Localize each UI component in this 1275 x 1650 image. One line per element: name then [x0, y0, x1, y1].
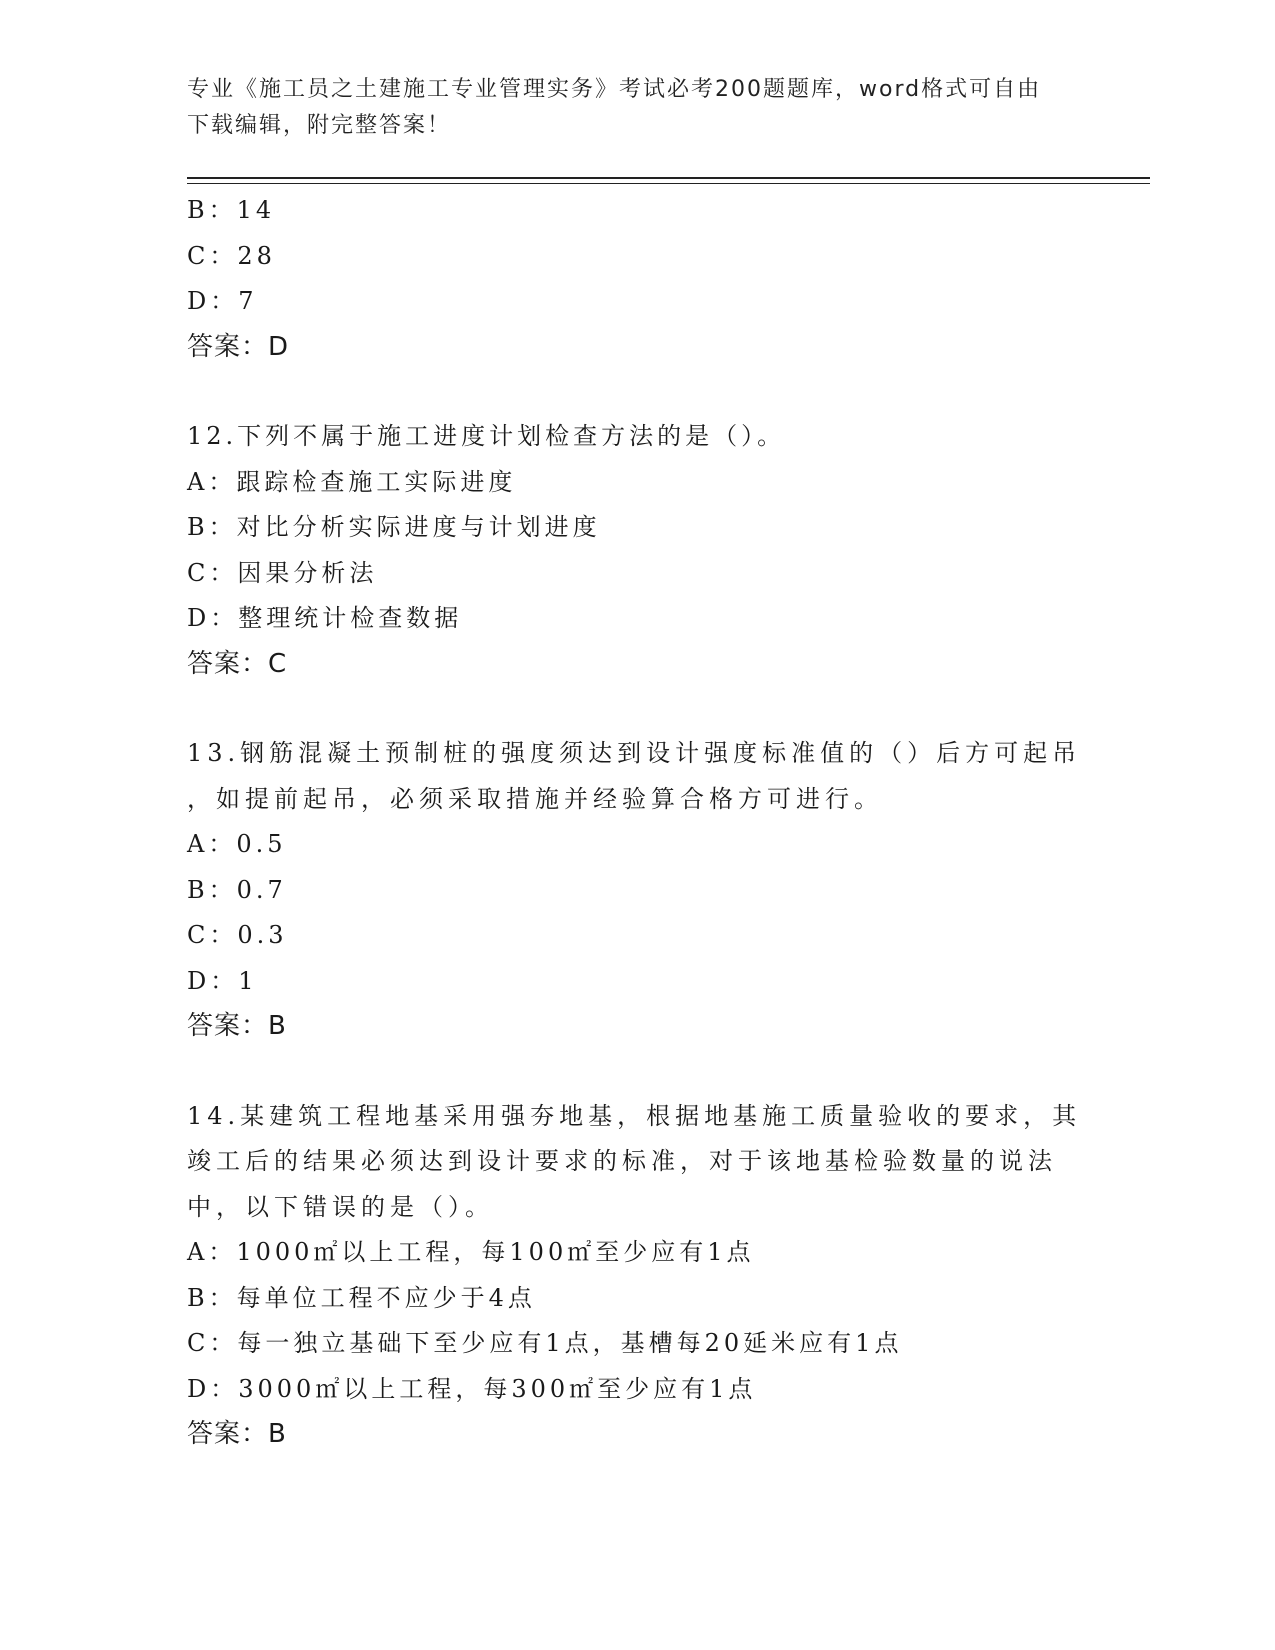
question-stem: 中，以下错误的是（）。: [187, 1192, 494, 1221]
answer-line: 答案：B: [187, 1419, 287, 1449]
header-rule-thick: [187, 177, 1150, 179]
prev-question-block: [187, 188, 1087, 370]
option-b: B：14: [187, 196, 276, 224]
question-12-block: [187, 414, 1087, 687]
option-b: B：0.7: [187, 875, 287, 904]
question-stem: 13.钢筋混凝土预制桩的强度须达到设计强度标准值的（）后方可起吊: [187, 739, 1082, 767]
option-b: B：对比分析实际进度与计划进度: [187, 513, 601, 541]
question-stem: ，如提前起吊，必须采取措施并经验算合格方可进行。: [187, 784, 883, 813]
page-header: [187, 72, 1087, 144]
option-d: D：3000㎡以上工程，每300㎡至少应有1点: [187, 1374, 757, 1403]
header-title-line-2: 下载编辑，附完整答案！: [187, 113, 452, 138]
answer-line: 答案：B: [187, 1011, 287, 1041]
question-stem: 竣工后的结果必须达到设计要求的标准，对于该地基检验数量的说法: [187, 1147, 1057, 1175]
option-c: C：28: [187, 241, 276, 270]
option-d: D：整理统计检查数据: [187, 604, 463, 632]
answer-line: 答案：D: [187, 331, 290, 362]
question-content: [187, 188, 1087, 1458]
question-14-block: [187, 1094, 1087, 1458]
answer-line: 答案：C: [187, 648, 288, 679]
option-a: A：0.5: [187, 830, 287, 858]
option-a: A：跟踪检查施工实际进度: [187, 467, 517, 496]
question-13-block: [187, 731, 1087, 1050]
header-title-line-1: 专业《施工员之土建施工专业管理实务》考试必考200题题库，word格式可自由: [187, 77, 1042, 102]
option-d: D：1: [187, 966, 258, 995]
question-stem: 14.某建筑工程地基采用强夯地基，根据地基施工质量验收的要求，其: [187, 1101, 1082, 1130]
option-c: C：每一独立基础下至少应有1点，基槽每20延米应有1点: [187, 1329, 903, 1357]
option-c: C：因果分析法: [187, 558, 378, 587]
header-rule-thin: [187, 183, 1150, 184]
option-b: B：每单位工程不应少于4点: [187, 1283, 536, 1312]
option-a: A：1000㎡以上工程，每100㎡至少应有1点: [187, 1238, 755, 1266]
option-d: D：7: [187, 287, 258, 315]
question-stem: 12.下列不属于施工进度计划检查方法的是（）。: [187, 422, 786, 450]
option-c: C：0.3: [187, 921, 288, 949]
